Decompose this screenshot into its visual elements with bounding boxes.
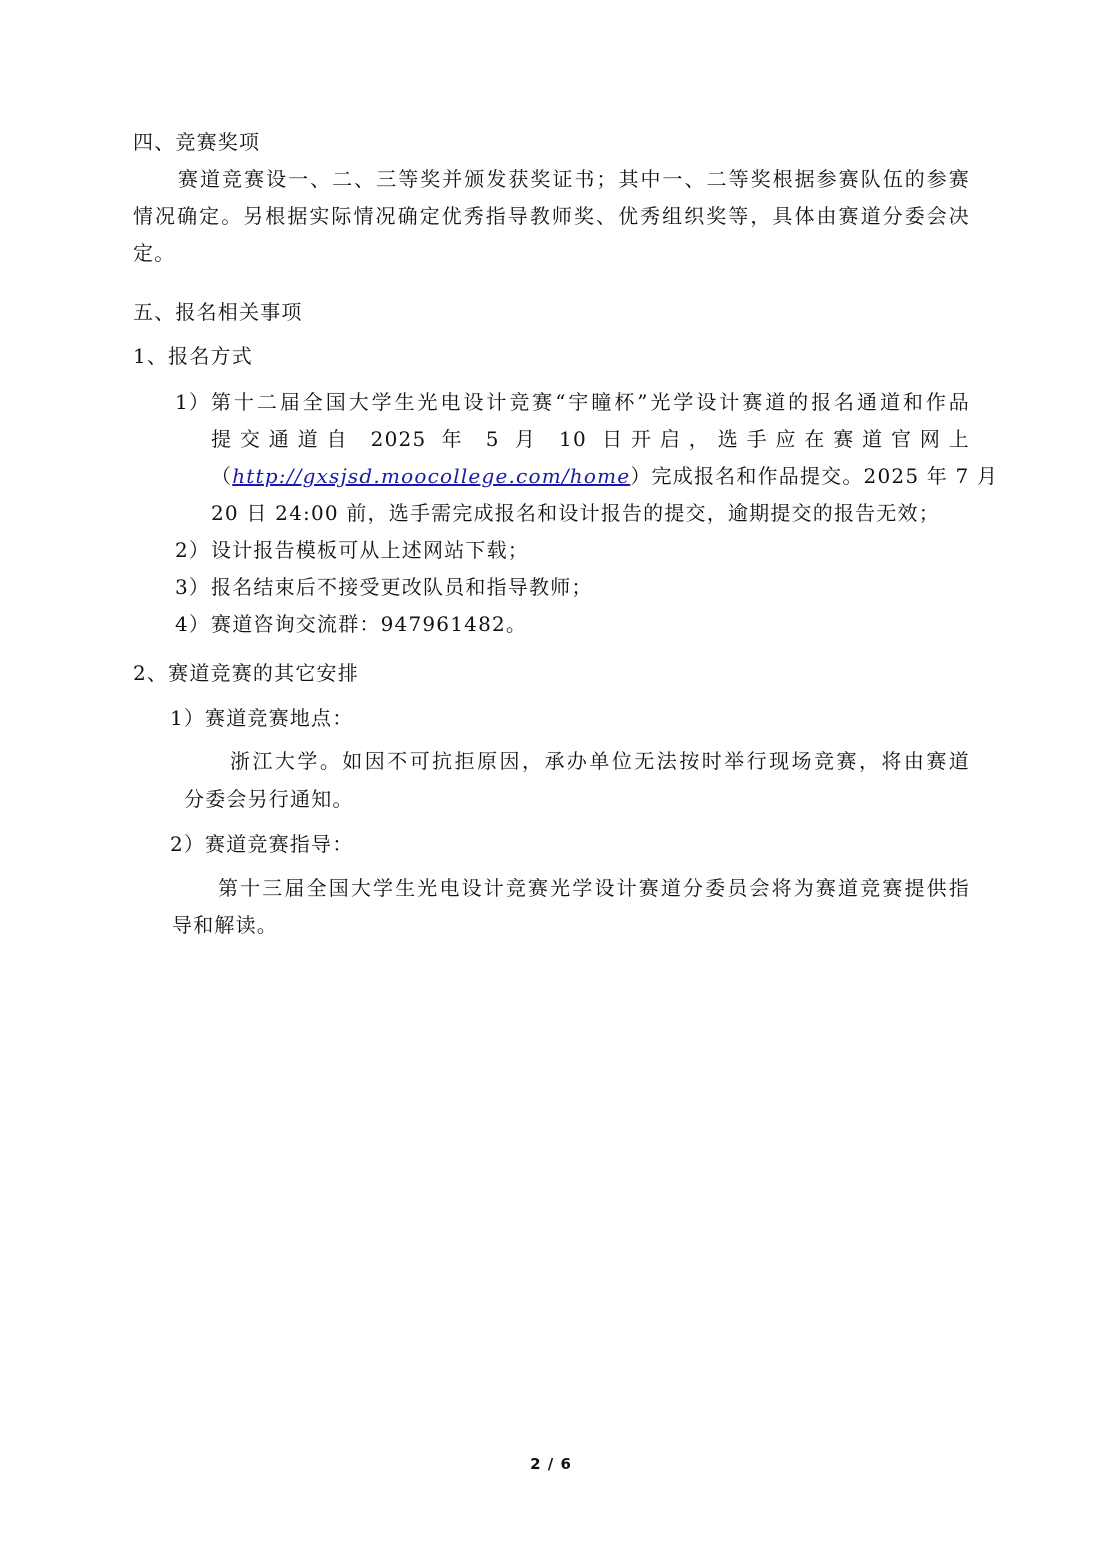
list-number: 2）: [175, 538, 211, 562]
awards-paragraph-line: 定。: [133, 241, 176, 265]
list-item-text: 报名结束后不接受更改队员和指导教师；: [211, 575, 593, 599]
list-number: 3）: [175, 575, 211, 599]
list-item-text: 设计报告模板可从上述网站下载；: [211, 538, 529, 562]
awards-paragraph-line: 情况确定。另根据实际情况确定优秀指导教师奖、优秀组织奖等，具体由赛道分委会决: [133, 204, 970, 228]
venue-paragraph-line: 分委会另行通知。: [184, 787, 354, 811]
venue-paragraph-line: 浙江大学。如因不可抗拒原因，承办单位无法按时举行现场竞赛，将由赛道: [230, 749, 970, 773]
list-item-title: 赛道竞赛指导：: [205, 832, 354, 856]
subsection-heading-other-arrangements: 2、赛道竞赛的其它安排: [133, 661, 359, 685]
list-item-line: [211, 464, 999, 488]
list-number: 1）: [175, 390, 211, 414]
page-number: 2 / 6: [530, 1455, 572, 1473]
list-item-text: 赛道咨询交流群：947961482。: [211, 612, 528, 636]
section-heading-awards: 四、竞赛奖项: [133, 130, 261, 154]
subsection-heading-registration-method: 1、报名方式: [133, 344, 253, 368]
official-website-link[interactable]: http://gxsjsd.moocollege.com/home: [232, 464, 631, 488]
list-number: 1）: [170, 706, 206, 730]
list-item-title: 赛道竞赛地点：: [205, 706, 354, 730]
list-item-line: 第十二届全国大学生光电设计竞赛“宇瞳杯”光学设计赛道的报名通道和作品: [211, 390, 970, 414]
line-text: ）完成报名和作品提交。2025 年 7 月: [630, 464, 999, 488]
awards-paragraph-line: 赛道竞赛设一、二、三等奖并颁发获奖证书；其中一、二等奖根据参赛队伍的参赛: [178, 167, 970, 191]
guidance-paragraph-line: 导和解读。: [172, 913, 278, 937]
list-number: 2）: [170, 832, 206, 856]
list-number: 4）: [175, 612, 211, 636]
guidance-paragraph-line: 第十三届全国大学生光电设计竞赛光学设计赛道分委员会将为赛道竞赛提供指: [218, 876, 970, 900]
list-item-line: 20 日 24:00 前，选手需完成报名和设计报告的提交，逾期提交的报告无效；: [211, 501, 940, 525]
paren-open: （: [211, 464, 233, 488]
list-item-line: 提交通道自 2025 年 5 月 10 日开启，选手应在赛道官网上: [211, 427, 970, 451]
section-heading-registration: 五、报名相关事项: [133, 300, 303, 324]
